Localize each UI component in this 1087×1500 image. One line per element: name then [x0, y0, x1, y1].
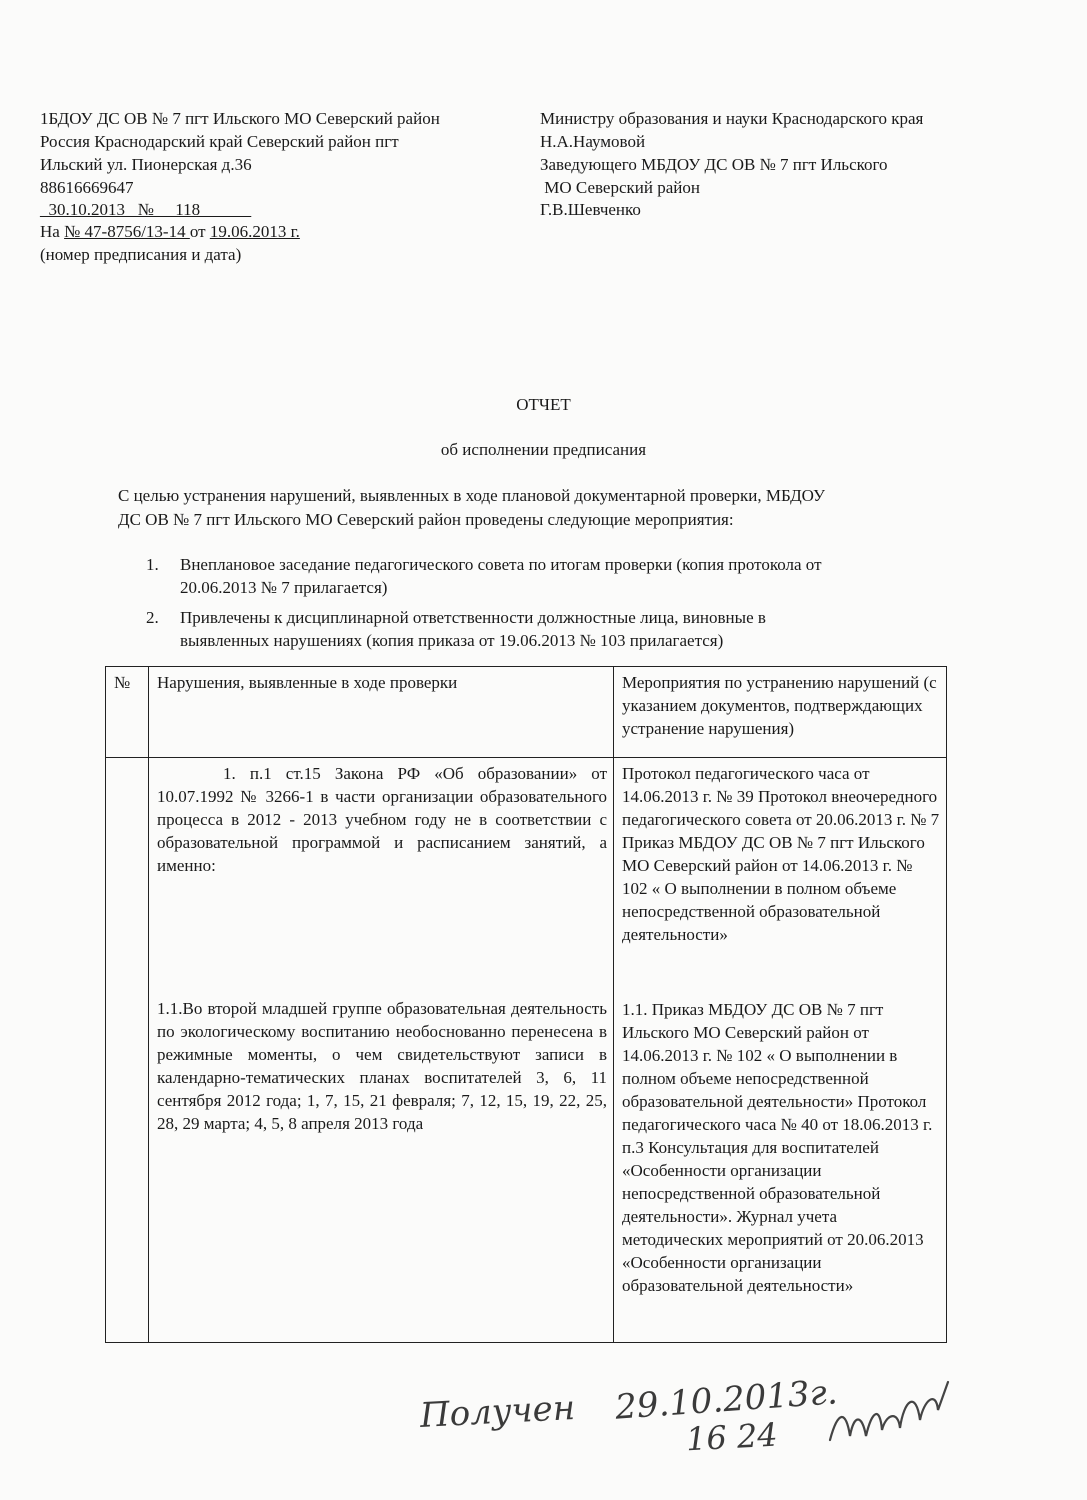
row-num-cell	[106, 758, 149, 1343]
violations-table	[105, 666, 947, 1343]
sender-address-1: Россия Краснодарский край Северский район пгт	[40, 132, 399, 151]
list-item-number: 2.	[146, 608, 159, 627]
document-subtitle: об исполнении предписания	[440, 440, 647, 459]
reference-number: № 47-8756/13-14	[64, 222, 190, 241]
reference-note: (номер предписания и дата)	[40, 245, 242, 264]
header-num: №	[106, 667, 149, 758]
recipient-name: Н.А.Наумовой	[540, 132, 646, 151]
intro-line-1: С целью устранения нарушений, выявленных в ходе плановой документарной проверки, МБДОУ	[118, 486, 826, 505]
sender-district: МО Северский район	[540, 178, 700, 197]
reference-line	[40, 221, 300, 243]
measure-item: Протокол педагогического часа от 14.06.2013 г. № 39 Протокол внеочередного педагогического совета от 20.06.2013 г. № 7 Приказ МБДОУ ДС ОВ № 7 пгт Ильского МО Северский район от 14.06.2013 г. № 102 « О выполнении в полном объеме непосредственной образовательной деятельности»	[622, 764, 940, 944]
document-title: ОТЧЕТ	[516, 395, 571, 414]
header-violations: Нарушения, выявленные в ходе проверки	[149, 667, 614, 758]
header-measures: Мероприятия по устранению нарушений (с указанием документов, подтверждающих устранение нарушения)	[614, 667, 947, 758]
violation-item: 1.1.Во второй младшей группе образовательная деятельность по экологическому воспитанию необоснованно перенесена в режимные моменты, о чем свидетельствуют записи в календарно-тематических планах воспитателей 3, 6, 11 сентября 2012 года; 1, 7, 15, 21 февраля; 7, 12, 15, 19, 22, 25, 28, 29 марта; 4, 5, 8 апреля 2013 года	[157, 999, 607, 1133]
list-item-text: Внеплановое заседание педагогического совета по итогам проверки (копия протокола от	[180, 555, 822, 574]
signature	[820, 1370, 960, 1460]
table-row	[106, 758, 947, 1343]
outgoing-number: _30.10.2013_ № __118______	[40, 200, 252, 219]
spacer	[622, 946, 940, 998]
violations-cell	[149, 758, 614, 1343]
reference-date: 19.06.2013 г.	[209, 222, 300, 241]
spacer	[157, 877, 607, 997]
measures-cell	[614, 758, 947, 1343]
list-item-text: Привлечены к дисциплинарной ответственности должностные лица, виновные в	[180, 608, 766, 627]
list-item-text-cont: выявленных нарушениях (копия приказа от 19.06.2013 № 103 прилагается)	[180, 631, 724, 650]
sender-position: Заведующего МБДОУ ДС ОВ № 7 пгт Ильского	[540, 155, 888, 174]
sender-org: 1БДОУ ДС ОВ № 7 пгт Ильского МО Северский район	[40, 109, 440, 128]
list-item-number: 1.	[146, 555, 159, 574]
intro-line-2: ДС ОВ № 7 пгт Ильского МО Северский район проведены следующие мероприятия:	[118, 510, 734, 529]
sender-address-2: Ильский ул. Пионерская д.36	[40, 155, 252, 174]
measure-item: 1.1. Приказ МБДОУ ДС ОВ № 7 пгт Ильского МО Северский район от 14.06.2013 г. № 102 « О выполнении в полном объеме непосредственной образовательной деятельности» Протокол педагогического часа № 40 от 18.06.2013 г. п.3 Консультация для воспитателей «Особенности организации непосредственной образовательной деятельности». Журнал учета методических мероприятий от 20.06.2013 «Особенности организации образовательной деятельности»	[622, 1000, 933, 1295]
violation-item: 1. п.1 ст.15 Закона РФ «Об образовании» от 10.07.1992 № 3266-1 в части организации образовательного процесса в 2012 - 2013 учебном году не в соответствии с образовательной программой и расписанием занятий, а именно:	[157, 764, 607, 875]
handwritten-date: 29.10.2013г.	[613, 1372, 839, 1428]
sender-name: Г.В.Шевченко	[540, 200, 641, 219]
sender-phone: 88616669647	[40, 178, 134, 197]
list-item-text-cont: 20.06.2013 № 7 прилагается)	[180, 578, 388, 597]
handwritten-time: 16 24	[685, 1415, 779, 1459]
reference-prefix: На	[40, 222, 65, 241]
reference-from: от	[189, 222, 210, 241]
handwritten-received: Получен	[419, 1387, 577, 1437]
table-header-row	[106, 667, 947, 758]
recipient-title: Министру образования и науки Краснодарского края	[540, 109, 924, 128]
